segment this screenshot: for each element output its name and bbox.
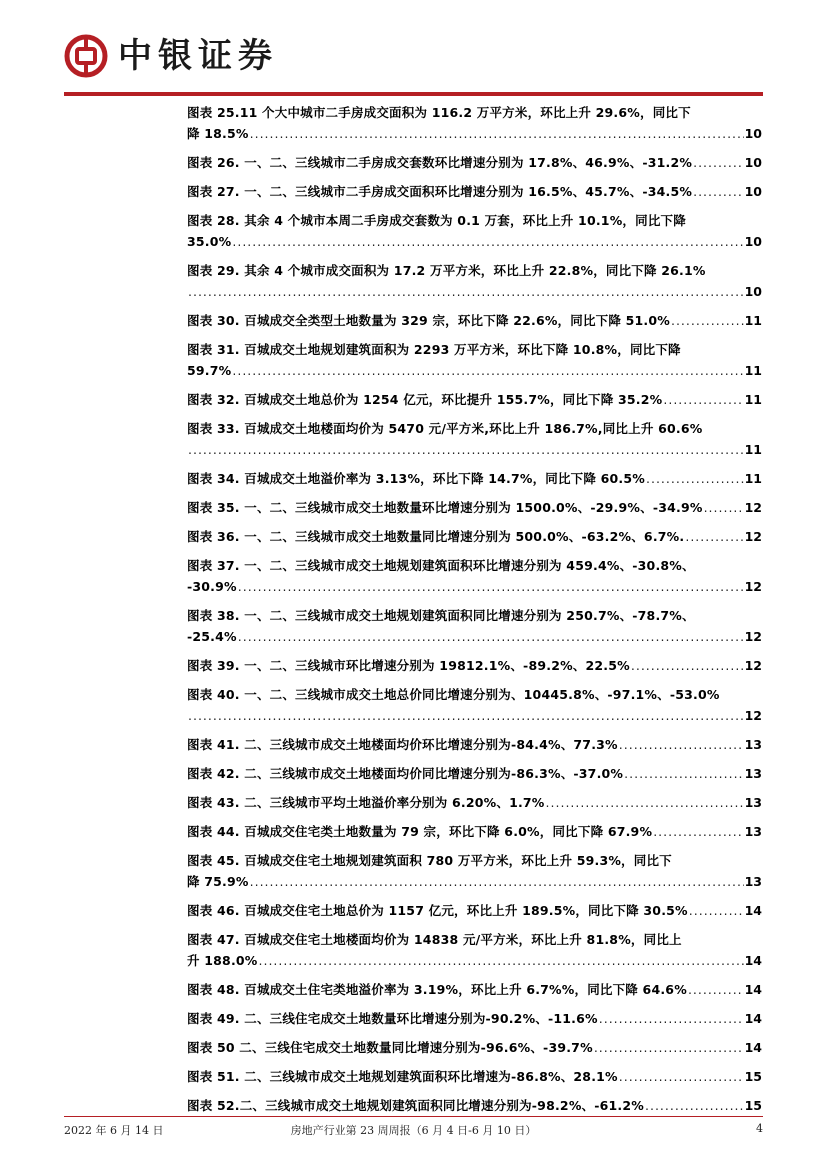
toc-page-number: 14 bbox=[744, 953, 762, 968]
toc-page-number: 12 bbox=[744, 500, 762, 515]
dot-leader bbox=[594, 1037, 744, 1058]
toc-entry-text: -25.4% bbox=[187, 629, 237, 644]
toc-entry-line bbox=[187, 339, 762, 360]
toc-entry-line bbox=[187, 1095, 762, 1116]
toc-entry-line bbox=[187, 763, 762, 784]
toc-entry-line bbox=[187, 900, 762, 921]
toc-entry[interactable] bbox=[187, 605, 762, 647]
dot-leader bbox=[188, 281, 744, 302]
toc-page-number: 13 bbox=[744, 795, 762, 810]
toc-page-number: 14 bbox=[744, 1040, 762, 1055]
toc-entry-line bbox=[187, 497, 762, 518]
toc-page-number: 12 bbox=[744, 658, 762, 673]
toc-entry-line bbox=[187, 260, 762, 281]
toc-entry[interactable] bbox=[187, 339, 762, 381]
dot-leader bbox=[688, 979, 744, 1000]
toc-entry-line bbox=[187, 468, 762, 489]
toc-entry-text: 图表 38. 一、二、三线城市成交土地规划建筑面积同比增速分别为 250.7%、-78.7%、 bbox=[187, 608, 695, 623]
toc-entry-text: 图表 49. 二、三线住宅成交土地数量环比增速分别为-90.2%、-11.6% bbox=[187, 1011, 598, 1026]
brand-name: 中银证券 bbox=[118, 36, 278, 76]
toc-entry-line bbox=[187, 655, 762, 676]
dot-leader bbox=[188, 705, 744, 726]
toc-entry[interactable] bbox=[187, 389, 762, 410]
toc-entry[interactable] bbox=[187, 102, 762, 144]
toc-page-number: 12 bbox=[744, 529, 762, 544]
dot-leader bbox=[232, 360, 743, 381]
toc-entry-text: 图表 33. 百城成交土地楼面均价为 5470 元/平方米,环比上升 186.7%,同比上升 60.6% bbox=[187, 421, 703, 436]
toc-entry-text: 图表 26. 一、二、三线城市二手房成交套数环比增速分别为 17.8%、46.9%、-31.2% bbox=[187, 155, 693, 170]
toc-entry[interactable] bbox=[187, 850, 762, 892]
toc-entry-text: 图表 44. 百城成交住宅类土地数量为 79 宗，环比下降 6.0%，同比下降 67.9% bbox=[187, 824, 653, 839]
dot-leader bbox=[619, 1066, 744, 1087]
toc-entry-line bbox=[187, 555, 762, 576]
toc-entry-line bbox=[187, 123, 762, 144]
bank-of-china-logo-icon bbox=[64, 34, 108, 78]
toc-page-number: 11 bbox=[744, 313, 762, 328]
toc-entry[interactable] bbox=[187, 734, 762, 755]
toc-page-number: 14 bbox=[744, 1011, 762, 1026]
toc-entry-line bbox=[187, 705, 762, 726]
toc-entry-text: -30.9% bbox=[187, 579, 237, 594]
toc-page-number: 14 bbox=[744, 982, 762, 997]
dot-leader bbox=[631, 655, 744, 676]
toc-entry-line bbox=[187, 181, 762, 202]
toc-entry-line bbox=[187, 792, 762, 813]
toc-entry[interactable] bbox=[187, 260, 762, 302]
toc-entry-text: 图表 39. 一、二、三线城市环比增速分别为 19812.1%、-89.2%、22.5% bbox=[187, 658, 630, 673]
toc-entry-line bbox=[187, 526, 762, 547]
footer-report-title: 房地产行业第 23 周周报（6 月 4 日-6 月 10 日） bbox=[290, 1124, 537, 1137]
dot-leader bbox=[653, 821, 743, 842]
toc-entry-line bbox=[187, 734, 762, 755]
dot-leader bbox=[188, 439, 744, 460]
toc-entry-line bbox=[187, 310, 762, 331]
dot-leader bbox=[689, 900, 744, 921]
dot-leader bbox=[250, 871, 744, 892]
toc-entry[interactable] bbox=[187, 763, 762, 784]
toc-entry[interactable] bbox=[187, 181, 762, 202]
toc-entry[interactable] bbox=[187, 684, 762, 726]
toc-page-number: 11 bbox=[744, 471, 762, 486]
toc-entry-line bbox=[187, 102, 762, 123]
toc-entry-line bbox=[187, 281, 762, 302]
toc-entry-line bbox=[187, 929, 762, 950]
toc-entry[interactable] bbox=[187, 1037, 762, 1058]
toc-entry-text: 图表 37. 一、二、三线城市成交土地规划建筑面积环比增速分别为 459.4%、-30.8%、 bbox=[187, 558, 695, 573]
dot-leader bbox=[704, 497, 744, 518]
toc-entry-text: 图表 43. 二、三线城市平均土地溢价率分别为 6.20%、1.7% bbox=[187, 795, 545, 810]
toc-entry[interactable] bbox=[187, 1008, 762, 1029]
toc-entry-text: 59.7% bbox=[187, 363, 232, 378]
toc-entry[interactable] bbox=[187, 497, 762, 518]
toc-page-number: 11 bbox=[744, 363, 762, 378]
toc-page-number: 13 bbox=[744, 874, 762, 889]
toc-entry[interactable] bbox=[187, 655, 762, 676]
toc-entry-line bbox=[187, 360, 762, 381]
toc-entry-text: 图表 42. 二、三线城市成交土地楼面均价同比增速分别为-86.3%、-37.0% bbox=[187, 766, 624, 781]
toc-page-number: 15 bbox=[744, 1069, 762, 1084]
footer-date: 2022 年 6 月 14 日 bbox=[64, 1124, 164, 1137]
dot-leader bbox=[693, 181, 744, 202]
toc-entry[interactable] bbox=[187, 792, 762, 813]
toc-entry[interactable] bbox=[187, 310, 762, 331]
toc-entry-text: 升 188.0% bbox=[187, 953, 258, 968]
toc-entry-line bbox=[187, 850, 762, 871]
dot-leader bbox=[693, 152, 744, 173]
toc-entry-text: 图表 32. 百城成交土地总价为 1254 亿元，环比提升 155.7%，同比下降 35.2% bbox=[187, 392, 663, 407]
toc-page-number: 12 bbox=[744, 708, 762, 723]
toc-entry-line bbox=[187, 1037, 762, 1058]
toc-entry-text: 图表 29. 其余 4 个城市成交面积为 17.2 万平方米，环比上升 22.8%，同比下降 26.1% bbox=[187, 263, 706, 278]
toc-entry-text: 图表 30. 百城成交全类型土地数量为 329 宗，环比下降 22.6%，同比下降 51.0% bbox=[187, 313, 670, 328]
table-of-figures bbox=[187, 102, 762, 1124]
toc-page-number: 15 bbox=[744, 1098, 762, 1113]
dot-leader bbox=[671, 310, 744, 331]
footer-page-number: 4 bbox=[756, 1122, 763, 1135]
toc-page-number: 10 bbox=[744, 284, 762, 299]
toc-entry-line bbox=[187, 1066, 762, 1087]
dot-leader bbox=[259, 950, 744, 971]
toc-entry-text: 图表 47. 百城成交住宅土地楼面均价为 14838 元/平方米，环比上升 81.8%，同比上 bbox=[187, 932, 682, 947]
dot-leader bbox=[645, 1095, 744, 1116]
toc-entry-line bbox=[187, 231, 762, 252]
toc-entry-text: 图表 41. 二、三线城市成交土地楼面均价环比增速分别为-84.4%、77.3% bbox=[187, 737, 618, 752]
dot-leader bbox=[238, 576, 744, 597]
dot-leader bbox=[663, 389, 743, 410]
toc-entry[interactable] bbox=[187, 821, 762, 842]
toc-page-number: 13 bbox=[744, 737, 762, 752]
toc-entry-text: 图表 27. 一、二、三线城市二手房成交面积环比增速分别为 16.5%、45.7%、-34.5% bbox=[187, 184, 693, 199]
toc-entry[interactable] bbox=[187, 418, 762, 460]
toc-entry-line bbox=[187, 576, 762, 597]
toc-entry-text: 降 75.9% bbox=[187, 874, 249, 889]
toc-page-number: 12 bbox=[744, 629, 762, 644]
toc-entry-line bbox=[187, 871, 762, 892]
toc-entry-line bbox=[187, 821, 762, 842]
toc-entry-text: 35.0% bbox=[187, 234, 232, 249]
dot-leader bbox=[238, 626, 744, 647]
toc-entry-line bbox=[187, 210, 762, 231]
dot-leader bbox=[599, 1008, 744, 1029]
toc-entry[interactable] bbox=[187, 929, 762, 971]
toc-page-number: 13 bbox=[744, 766, 762, 781]
dot-leader bbox=[546, 792, 744, 813]
toc-page-number: 13 bbox=[744, 824, 762, 839]
toc-page-number: 14 bbox=[744, 903, 762, 918]
toc-entry-line bbox=[187, 439, 762, 460]
dot-leader bbox=[685, 526, 743, 547]
footer-rule bbox=[64, 1116, 763, 1117]
toc-entry-text: 图表 50 二、三线住宅成交土地数量同比增速分别为-96.6%、-39.7% bbox=[187, 1040, 593, 1055]
toc-entry[interactable] bbox=[187, 152, 762, 173]
toc-entry-text: 图表 35. 一、二、三线城市成交土地数量环比增速分别为 1500.0%、-29.9%、-34.9% bbox=[187, 500, 703, 515]
toc-entry-line bbox=[187, 684, 762, 705]
dot-leader bbox=[250, 123, 744, 144]
toc-page-number: 12 bbox=[744, 579, 762, 594]
toc-entry[interactable] bbox=[187, 979, 762, 1000]
toc-entry-text: 图表 36. 一、二、三线城市成交土地数量同比增速分别为 500.0%、-63.2%、6.7%. bbox=[187, 529, 685, 544]
toc-entry-line bbox=[187, 979, 762, 1000]
toc-entry-line bbox=[187, 1008, 762, 1029]
toc-page-number: 11 bbox=[744, 392, 762, 407]
toc-entry-text: 图表 34. 百城成交土地溢价率为 3.13%，环比下降 14.7%，同比下降 60.5% bbox=[187, 471, 645, 486]
dot-leader bbox=[619, 734, 744, 755]
toc-entry-text: 图表 25.11 个大中城市二手房成交面积为 116.2 万平方米，环比上升 29.6%，同比下 bbox=[187, 105, 691, 120]
toc-entry-line bbox=[187, 626, 762, 647]
toc-entry-text: 图表 46. 百城成交住宅土地总价为 1157 亿元，环比上升 189.5%，同比下降 30.5% bbox=[187, 903, 688, 918]
toc-entry-line bbox=[187, 605, 762, 626]
toc-entry-text: 图表 40. 一、二、三线城市成交土地总价同比增速分别为、10445.8%、-97.1%、-53.0% bbox=[187, 687, 720, 702]
toc-entry-text: 图表 52.二、三线城市成交土地规划建筑面积同比增速分别为-98.2%、-61.2% bbox=[187, 1098, 645, 1113]
dot-leader bbox=[232, 231, 743, 252]
toc-entry[interactable] bbox=[187, 210, 762, 252]
dot-leader bbox=[624, 763, 743, 784]
toc-entry-text: 图表 28. 其余 4 个城市本周二手房成交套数为 0.1 万套，环比上升 10.1%，同比下降 bbox=[187, 213, 686, 228]
toc-entry-text: 图表 45. 百城成交住宅土地规划建筑面积 780 万平方米，环比上升 59.3%，同比下 bbox=[187, 853, 672, 868]
toc-entry-text: 图表 51. 二、三线城市成交土地规划建筑面积环比增速为-86.8%、28.1% bbox=[187, 1069, 618, 1084]
toc-entry-text: 降 18.5% bbox=[187, 126, 249, 141]
dot-leader bbox=[646, 468, 744, 489]
toc-page-number: 10 bbox=[744, 126, 762, 141]
toc-entry[interactable] bbox=[187, 555, 762, 597]
header-rule bbox=[64, 92, 763, 96]
toc-page-number: 10 bbox=[744, 234, 762, 249]
toc-entry-text: 图表 31. 百城成交土地规划建筑面积为 2293 万平方米，环比下降 10.8%，同比下降 bbox=[187, 342, 681, 357]
toc-entry-line bbox=[187, 152, 762, 173]
toc-entry[interactable] bbox=[187, 468, 762, 489]
toc-page-number: 10 bbox=[744, 155, 762, 170]
brand-logo bbox=[64, 34, 278, 78]
toc-entry-line bbox=[187, 389, 762, 410]
toc-entry-line bbox=[187, 418, 762, 439]
toc-page-number: 11 bbox=[744, 442, 762, 457]
toc-entry[interactable] bbox=[187, 526, 762, 547]
toc-entry-text: 图表 48. 百城成交土住宅类地溢价率为 3.19%，环比上升 6.7%%，同比下降 64.6% bbox=[187, 982, 687, 997]
toc-entry[interactable] bbox=[187, 1066, 762, 1087]
toc-entry-line bbox=[187, 950, 762, 971]
toc-page-number: 10 bbox=[744, 184, 762, 199]
toc-entry[interactable] bbox=[187, 1095, 762, 1116]
toc-entry[interactable] bbox=[187, 900, 762, 921]
